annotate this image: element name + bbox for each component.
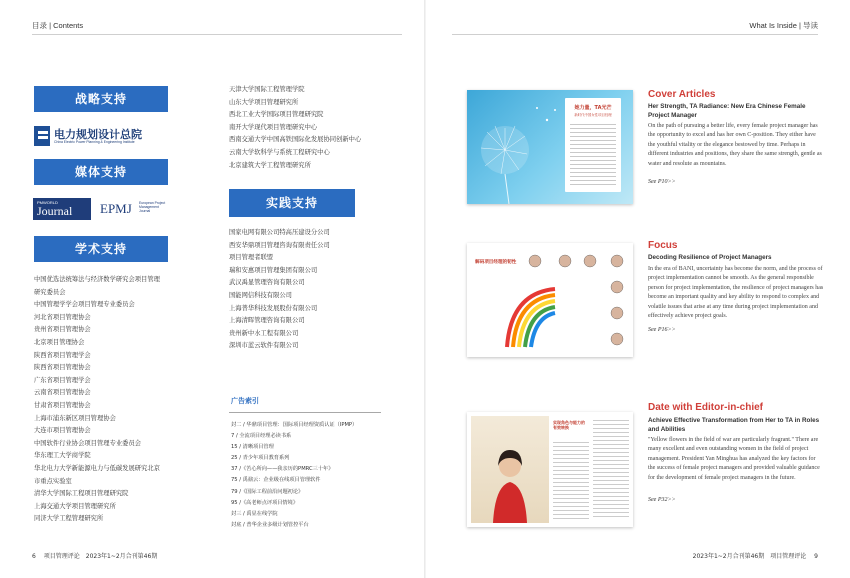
focus-article-thumbnail[interactable] (467, 243, 633, 357)
ad-item: 79 /《国际工程前沿问题初论》 (231, 488, 304, 495)
epp-logo-mark-icon (34, 126, 50, 146)
list-item: 贵州省项目管理协会 (34, 326, 91, 334)
ad-item: 封三 / 禹显在线学院 (231, 510, 278, 517)
list-item: 西安华鼎项目管理咨询有限责任公司 (229, 241, 330, 249)
ad-item: 7 / 全流项目经理必读书系 (231, 433, 292, 440)
ad-item: 37 /《苦心所向——我亲历的PMRC三十年》 (231, 466, 334, 473)
list-item: 瑞和安惠项目管理集团有限公司 (229, 266, 318, 274)
date-with-editor-body: "Yellow flowers in the field of war are particularly fragrant." There are many excellent and even outstanding women in the field of project management. President Yan Minghua has analyzed the key factors for the success of female project managers and provided valuable guidance for the development of female project managers in the future. (648, 437, 820, 481)
thumb-card (565, 98, 621, 192)
ad-item: 15 / 清晰项目管理 (231, 444, 274, 451)
focus-subtitle: Decoding Resilience of Project Managers (648, 254, 772, 261)
ad-index-list (231, 420, 357, 531)
portrait-panel (471, 416, 549, 523)
list-item: 清华大学国际工程项目管理研究院 (34, 490, 129, 498)
ad-item: 75 / 禹鼐云：企业级在线项目管理软件 (231, 477, 321, 484)
thumb-subtitle: 新时代中国女性项目经理 (574, 113, 612, 117)
footer-right-text: 2023年1~2月合刊第46期 项目管理评论 (692, 553, 807, 560)
list-item: 云南省项目管理协会 (34, 389, 91, 397)
list-item: 上海交通大学项目管理研究所 (34, 502, 116, 510)
list-item: 陕西省项目管理协会 (34, 364, 91, 372)
date-with-editor-subtitle: Achieve Effective Transformation from Her to TA in Roles and Abilities (648, 417, 820, 433)
academic-support-list-continued (229, 84, 361, 172)
epp-logo (34, 126, 144, 148)
thumb-text-lines (593, 420, 629, 520)
ad-item: 封底 / 普华企业多级计划管控平台 (231, 521, 309, 528)
focus-see-link[interactable]: See P16>> (648, 327, 676, 333)
cover-articles-body: On the path of pursuing a better life, every female project manager has the opportunity to excel and has her own C-position. They either have the youthful vitality or the elegance bestowed by time. Perhaps in different industries and positions, they share the same strength, gentle as water and resolute as mountains. (648, 123, 822, 167)
footer-left (32, 551, 157, 560)
thumb-title: 解码项目经理的韧性 (475, 260, 517, 265)
list-item: 国家电网有限公司特高压建设分公司 (229, 229, 330, 236)
list-item: 广东省项目管理学会 (34, 376, 91, 384)
list-item: 中国软件行业协会项目管理专业委员会 (34, 439, 142, 447)
page-number-left: 6 (32, 553, 36, 560)
pmworld-logo-name: Journal (37, 204, 73, 218)
list-item: 上海清晖管理咨询有限公司 (229, 317, 305, 325)
list-item: 云南大学软科学与系统工程研究中心 (229, 148, 330, 156)
list-item: 天津大学国际工程管理学院 (229, 86, 305, 93)
footer-left-text: 项目管理评论 2023年1~2月合刊第46期 (43, 553, 158, 560)
list-item: 北京建筑大学工程管理研究所 (229, 161, 311, 169)
thumb-text-lines (553, 442, 589, 520)
list-item: 上海市浦东新区项目管理协会 (34, 414, 116, 422)
list-item: 华北电力大学新能源电力与低碳发展研究北京 (34, 464, 160, 472)
page-gutter (424, 0, 426, 578)
list-item: 同济大学工程管理研究所 (34, 515, 104, 523)
ad-item: 封二 / 华鼎项目管理：国际项目经理资质认证（IPMP） (231, 422, 358, 428)
list-item: 西北工业大学国际项目管理研究院 (229, 111, 324, 119)
epp-logo-cn: 电力规划设计总院 (54, 128, 142, 141)
practice-support-banner: 实践支持 (229, 189, 355, 217)
rainbow-spring-illustration (467, 243, 633, 357)
list-item: 市重点实验室 (34, 477, 72, 485)
pmworld-logo-top: PMWORLD (37, 200, 58, 205)
editor-article-thumbnail[interactable] (467, 412, 633, 527)
list-item: 大连市项目管理协会 (34, 427, 91, 435)
date-with-editor-heading: Date with Editor-in-chief (648, 402, 763, 413)
media-support-banner: 媒体支持 (34, 159, 168, 185)
list-item: 河北省项目管理协会 (34, 313, 91, 321)
list-item: 上海普华科技发展股份有限公司 (229, 304, 318, 312)
list-item: 国能网信科技有限公司 (229, 291, 292, 299)
list-item: 北京项目管理协会 (34, 338, 85, 346)
footer-right (693, 551, 818, 560)
list-item: 项目管理者联盟 (229, 254, 274, 262)
practice-support-list (229, 227, 330, 353)
academic-support-banner: 学术支持 (34, 236, 168, 262)
ad-index-title: 广告索引 (231, 397, 259, 405)
thumb-text-lines (570, 124, 616, 186)
list-item: 南开大学现代项目管理研究中心 (229, 123, 318, 131)
list-item: 武汉禹显管理咨询有限公司 (229, 279, 305, 287)
list-item: 华东理工大学商学院 (34, 452, 91, 460)
cover-articles-see-link[interactable]: See P10>> (648, 179, 676, 185)
list-item: 深圳市蓝云软件有限公司 (229, 342, 299, 350)
list-item: 研究委员会 (34, 288, 66, 296)
thumb-title: 实现角色与能力的有效转换 (553, 420, 585, 430)
list-item: 中国优选法统筹法与经济数学研究会项目管理 (34, 276, 160, 283)
epmj-logo-sub: European Project Management Journal (139, 201, 166, 213)
portrait-illustration (471, 416, 549, 523)
contents-header: 目录 | Contents (32, 21, 84, 30)
strategic-support-banner: 战略支持 (34, 86, 168, 112)
epp-logo-en: China Electric Power Planning & Engineering Institute (54, 140, 135, 144)
academic-support-list (34, 274, 160, 526)
header-rule-right (452, 34, 818, 35)
thumb-title: 她力量，TA光芒 (574, 105, 612, 111)
cover-articles-heading: Cover Articles (648, 89, 716, 100)
cover-articles-subtitle: Her Strength, TA Radiance: New Era Chinese Female Project Manager (648, 103, 806, 119)
pmworld-journal-logo (33, 198, 91, 220)
list-item: 贵州新中水工程有限公司 (229, 329, 299, 337)
focus-body: In the era of BANI, uncertainty has become the norm, and the process of project implementation cannot be smooth. As the general responsible person for project implementation, the resilience of project managers has become an important quality and key ability to respond to complex and volatile issues that arise at any time during project implementation and effectively achieve project goals. (648, 266, 824, 320)
cover-article-thumbnail[interactable] (467, 90, 633, 204)
list-item: 陕西省项目管理学会 (34, 351, 91, 359)
list-item: 西南交通大学中国高铁国际化发展协同创新中心 (229, 136, 362, 144)
list-item: 山东大学项目管理研究所 (229, 98, 299, 106)
date-with-editor-see-link[interactable]: See P32>> (648, 497, 676, 503)
ad-item: 95 /《高老师点评项目情境》 (231, 499, 299, 506)
epmj-logo: EPMJ (100, 201, 132, 216)
list-item: 中国管理学学会项目管理专业委员会 (34, 301, 135, 309)
whats-inside-header: What Is Inside | 导读 (749, 21, 818, 30)
list-item: 甘肃省项目管理协会 (34, 401, 91, 409)
ad-item: 25 / 青少年项目教育系列 (231, 455, 290, 462)
focus-heading: Focus (648, 240, 678, 251)
ad-index-rule (229, 412, 381, 413)
page-number-right: 9 (814, 553, 818, 560)
header-rule-left (32, 34, 402, 35)
